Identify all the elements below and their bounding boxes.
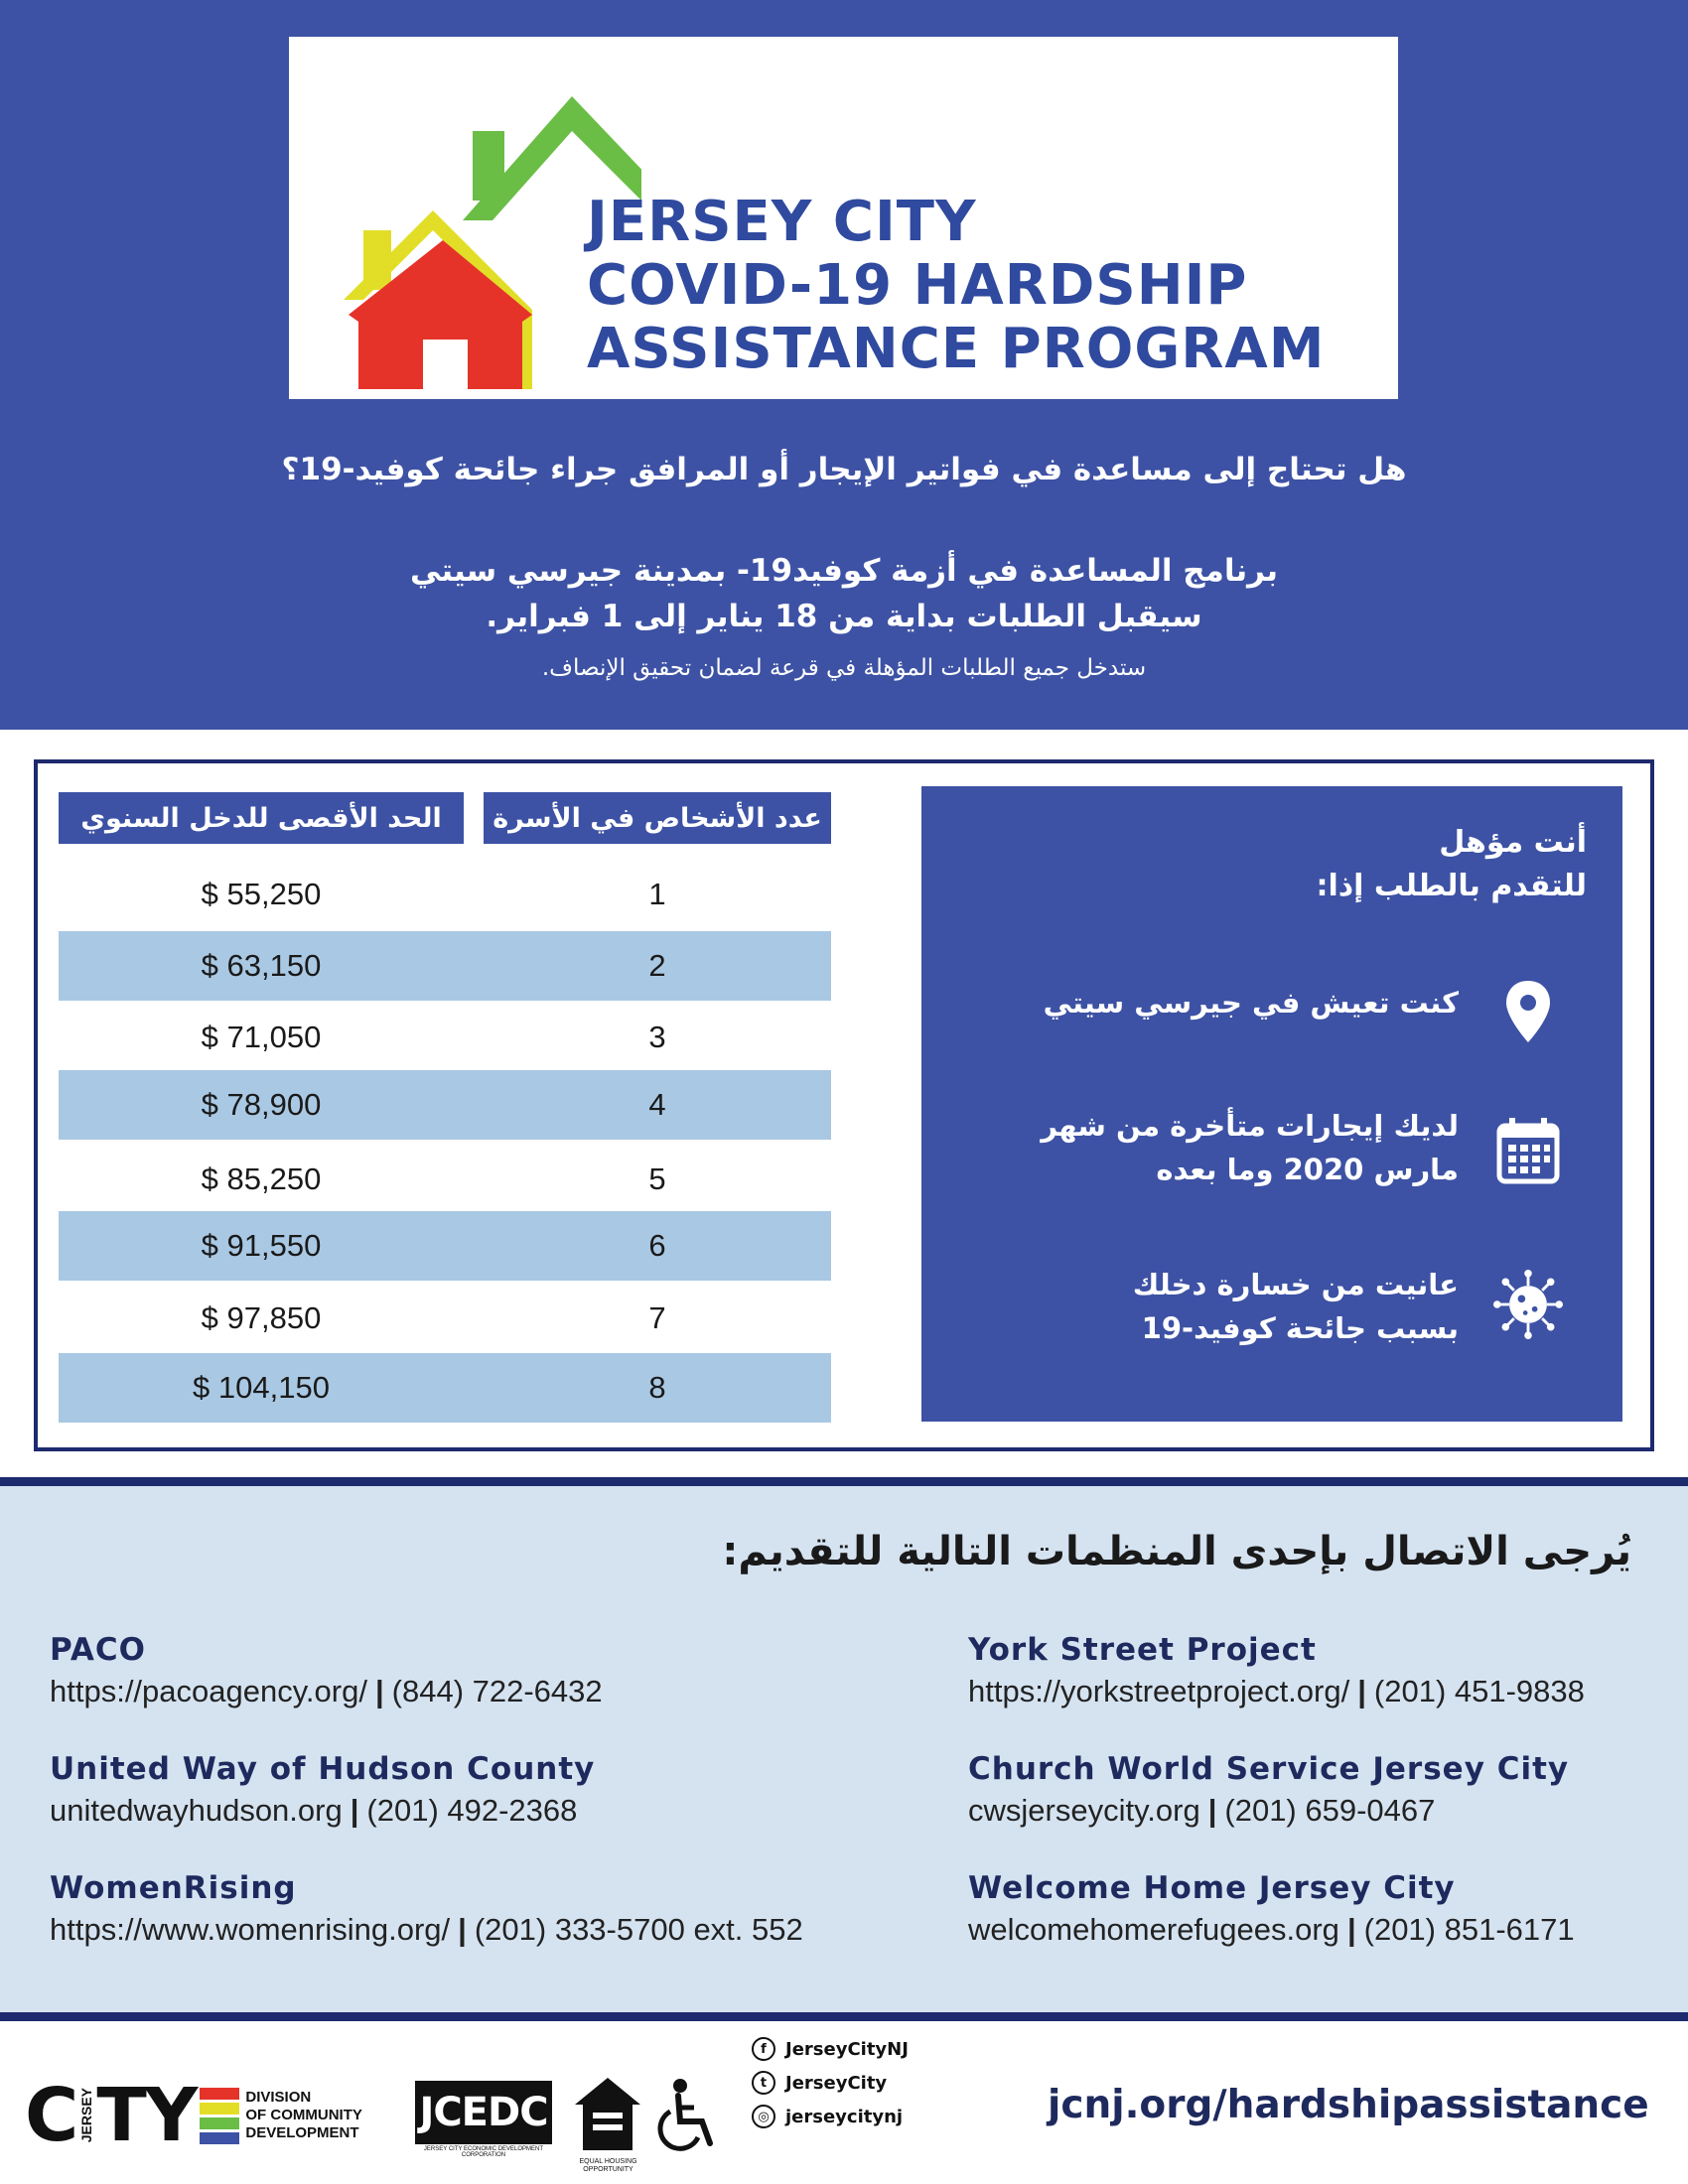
income-cell: $ 91,550 xyxy=(201,1228,322,1263)
program-announcement-line-1: برنامج المساعدة في أزمة كوفيد19- بمدينة جيرسي سيتي xyxy=(409,553,1279,589)
equal-housing-text xyxy=(566,2158,650,2174)
instagram-icon: ◎ xyxy=(752,2105,775,2128)
footer xyxy=(0,2021,1688,2184)
assistance-question: هل تحتاج إلى مساعدة في فواتير الإيجار أو المرافق جراء جائحة كوفيد-19؟ xyxy=(281,452,1407,487)
divider xyxy=(0,1477,1688,1486)
table-row xyxy=(59,1070,831,1140)
criterion-income-loss xyxy=(1133,1263,1459,1350)
jersey-city-logo xyxy=(25,2073,362,2158)
income-cell: $ 104,150 xyxy=(193,1370,330,1405)
household-cell: 4 xyxy=(648,1087,666,1122)
org-url[interactable]: https://www.womenrising.org/ xyxy=(50,1912,451,1947)
jcedc-subtitle: JERSEY CITY ECONOMIC DEVELOPMENT CORPORATION xyxy=(423,2146,544,2158)
dcd-line-1: DIVISION xyxy=(245,2089,312,2106)
separator: | xyxy=(374,1674,384,1708)
criterion-income-loss-line-1: عانيت من خسارة دخلك xyxy=(1132,1268,1459,1301)
org-church-world-service xyxy=(968,1751,1688,1829)
income-cell: $ 78,900 xyxy=(201,1087,322,1122)
dcd-label xyxy=(245,2089,362,2142)
table-row xyxy=(59,860,831,929)
org-name: Church World Service Jersey City xyxy=(968,1751,1570,1787)
household-cell: 2 xyxy=(648,948,666,983)
org-phone[interactable]: (201) 659-0467 xyxy=(1224,1793,1436,1828)
wheelchair-icon xyxy=(652,2076,722,2155)
table-row xyxy=(59,1211,831,1281)
header-banner xyxy=(0,0,1688,730)
program-logo xyxy=(289,37,1398,399)
criterion-residence-text: كنت تعيش في جيرسي سيتي xyxy=(1043,986,1459,1020)
household-cell: 1 xyxy=(648,877,666,911)
org-welcome-home xyxy=(968,1870,1688,1948)
org-contact xyxy=(50,1912,824,1948)
contacts-heading: يُرجى الاتصال بإحدى المنظمات التالية للتقديم: xyxy=(722,1529,1631,1574)
household-cell: 6 xyxy=(648,1228,666,1263)
social-handle: JerseyCityNJ xyxy=(785,2038,909,2060)
org-phone[interactable]: (201) 851-6171 xyxy=(1363,1912,1575,1947)
divider xyxy=(0,2012,1688,2021)
org-contact xyxy=(968,1912,1688,1948)
org-phone[interactable]: (844) 722-6432 xyxy=(391,1674,603,1708)
virus-icon xyxy=(1493,1268,1563,1341)
title-line-3: ASSISTANCE PROGRAM xyxy=(587,317,1326,381)
table-row xyxy=(59,1145,831,1214)
city-logo-vertical: JERSEY xyxy=(78,2088,95,2143)
criterion-rent-arrears-line-2: مارس 2020 وما بعده xyxy=(1156,1153,1459,1186)
separator: | xyxy=(1346,1912,1356,1947)
income-cell: $ 97,850 xyxy=(201,1300,322,1335)
eligibility-title-line-2: للتقدم بالطلب إذا: xyxy=(1316,869,1587,903)
income-cell: $ 85,250 xyxy=(201,1161,322,1196)
org-phone[interactable]: (201) 451-9838 xyxy=(1373,1674,1585,1708)
table-row xyxy=(59,1284,831,1353)
org-url[interactable]: welcomehomerefugees.org xyxy=(968,1912,1339,1947)
org-name: WomenRising xyxy=(50,1870,297,1906)
org-name: Welcome Home Jersey City xyxy=(968,1870,1456,1906)
org-name: United Way of Hudson County xyxy=(50,1751,596,1787)
program-announcement-line-2: سيقبل الطلبات بداية من 18 يناير إلى 1 فبراير. xyxy=(486,599,1202,634)
criterion-income-loss-line-2: بسبب جائحة كوفيد-19 xyxy=(1141,1311,1459,1345)
table-row xyxy=(59,1003,831,1072)
dcd-line-3: DEVELOPMENT xyxy=(245,2124,359,2141)
table-row xyxy=(59,1353,831,1423)
criterion-rent-arrears xyxy=(1041,1104,1459,1191)
twitter-icon: t xyxy=(752,2071,775,2095)
household-cell: 5 xyxy=(648,1161,666,1196)
criterion-rent-arrears-line-1: لديك إيجارات متأخرة من شهر xyxy=(1041,1109,1459,1143)
household-cell: 7 xyxy=(648,1300,666,1335)
org-url[interactable]: https://pacoagency.org/ xyxy=(50,1674,367,1708)
org-contact xyxy=(968,1793,1688,1829)
household-cell: 3 xyxy=(648,1020,666,1054)
header-household-size: عدد الأشخاص في الأسرة xyxy=(484,792,831,844)
social-facebook[interactable] xyxy=(752,2035,909,2063)
org-url[interactable]: unitedwayhudson.org xyxy=(50,1793,343,1828)
org-phone[interactable]: (201) 333-5700 ext. 552 xyxy=(474,1912,803,1947)
income-cell: $ 55,250 xyxy=(201,877,322,911)
title-line-2: COVID-19 HARDSHIP xyxy=(587,253,1248,318)
facebook-icon: f xyxy=(752,2037,775,2061)
eligibility-title-line-1: أنت مؤهل xyxy=(1439,825,1587,860)
equal-housing-icon xyxy=(571,2073,645,2162)
program-title xyxy=(587,191,1325,381)
separator: | xyxy=(458,1912,467,1947)
city-logo-c: C xyxy=(25,2073,77,2158)
org-url[interactable]: cwsjerseycity.org xyxy=(968,1793,1200,1828)
website-link[interactable]: jcnj.org/hardshipassistance xyxy=(1048,2083,1649,2127)
income-cell: $ 63,150 xyxy=(201,948,322,983)
eligibility-panel xyxy=(921,786,1622,1422)
city-logo-letters: TY xyxy=(96,2073,197,2158)
separator: | xyxy=(350,1793,359,1828)
header-max-income: الحد الأقصى للدخل السنوي xyxy=(59,792,464,844)
social-handle: jerseycitynj xyxy=(785,2106,904,2127)
org-womenrising xyxy=(50,1870,824,1948)
location-pin-icon xyxy=(1493,975,1563,1048)
social-handle: JerseyCity xyxy=(785,2072,888,2094)
eho-line-1: EQUAL HOUSING xyxy=(579,2158,637,2165)
table-row xyxy=(59,931,831,1001)
org-contact xyxy=(50,1793,824,1829)
dcd-color-bars xyxy=(200,2088,239,2144)
criterion-residence xyxy=(1044,981,1459,1024)
org-contact xyxy=(50,1674,824,1709)
income-cell: $ 71,050 xyxy=(201,1020,322,1054)
org-united-way xyxy=(50,1751,824,1829)
eligibility-title xyxy=(1316,821,1587,908)
separator: | xyxy=(1207,1793,1217,1828)
separator: | xyxy=(1357,1674,1366,1708)
org-york-street-project xyxy=(968,1632,1688,1709)
jcedc-logo: JCEDC xyxy=(415,2081,552,2144)
org-url[interactable]: https://yorkstreetproject.org/ xyxy=(968,1674,1350,1708)
social-instagram[interactable] xyxy=(752,2103,903,2130)
contacts-section xyxy=(0,1486,1688,2012)
calendar-icon xyxy=(1493,1114,1563,1187)
org-paco xyxy=(50,1632,824,1709)
title-line-1: JERSEY CITY xyxy=(587,190,977,254)
org-contact xyxy=(968,1674,1688,1709)
social-twitter[interactable] xyxy=(752,2069,887,2097)
eho-line-2: OPPORTUNITY xyxy=(583,2166,633,2173)
lottery-note: ستدخل جميع الطلبات المؤهلة في قرعة لضمان تحقيق الإنصاف. xyxy=(541,655,1147,681)
dcd-line-2: OF COMMUNITY xyxy=(245,2107,362,2123)
org-name: York Street Project xyxy=(968,1632,1317,1668)
org-phone[interactable]: (201) 492-2368 xyxy=(366,1793,578,1828)
org-name: PACO xyxy=(50,1632,146,1668)
household-cell: 8 xyxy=(648,1370,666,1405)
